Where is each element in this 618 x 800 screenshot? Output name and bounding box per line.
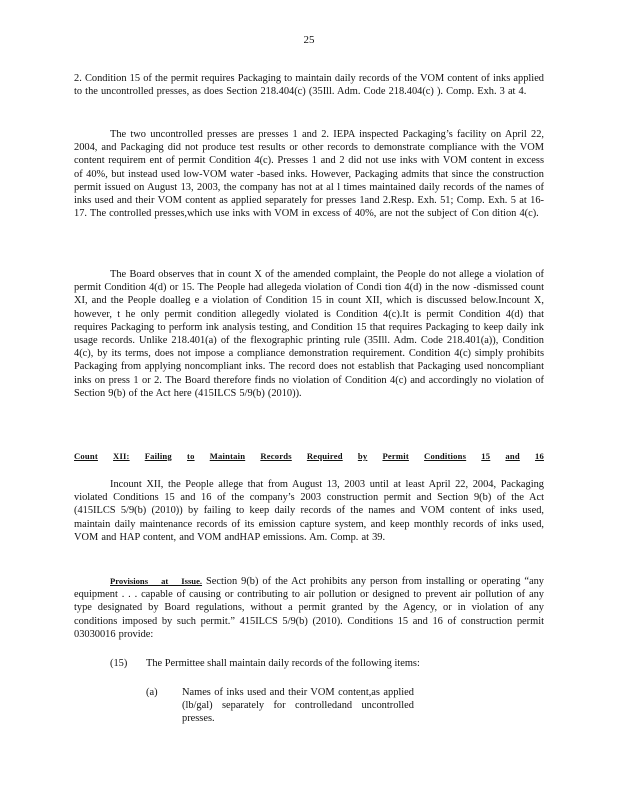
heading-word: Maintain <box>209 451 246 461</box>
heading-word: Required <box>306 451 343 461</box>
heading-word: by <box>357 451 368 461</box>
item-a-number: (a) <box>146 687 158 698</box>
heading-word: Failing <box>144 451 172 461</box>
paragraph-board-observes: The Board observes that in count X of the amended complaint, the People do not allege a violation of permit Condition 4(d) or 15. The People had allegeda violation of Condi tion 4(d) in the now -dismissed count XI, and the People doalleg e a violation of Condition 15 in count XII, which is discussed below.Incount X, however, t he only permit condition allegedly violated is Condition 4(c).It is permit Condition 4(d) that requires Packaging to perform ink analysis testing, and Condition 15 that requires Packaging to keep daily ink usage records. Unlike 218.401(a) of the flexographic printing rule (35Ill. Adm. Code 218.401(a)), Condition 4(c), by its terms, does not impose a compliance demonstration requirement. Condition 4(c) simply prohibits Packaging from applying noncompliant inks. The record does not establish that Packaging used noncompliant inks on press 1 or 2. The Board therefore finds no violation of Condition 4(c) and accordingly no violation of Section 9(b) of the Act here (415ILCS 5/9(b) (2010)). <box>74 269 544 399</box>
heading-word: Count <box>74 451 98 461</box>
page-number: 25 <box>303 34 315 46</box>
heading-word: to <box>187 451 195 461</box>
heading-word: Records <box>260 451 292 461</box>
heading-word: XII: <box>113 451 130 461</box>
provisions-label: Provisions at Issue. <box>110 576 203 586</box>
item-15-number: (15) <box>110 658 128 669</box>
heading-word: Conditions <box>424 451 467 461</box>
item-15-text: The Permittee shall maintain daily records of the following items: <box>146 658 420 669</box>
provisions-text: Section 9(b) of the Act prohibits any person from installing or operating “any equipment . . . capable of causing or contributing to air pollution or designed to prevent air pollution of any type designated by Board regulations, without a permit granted by the Agency, or in violation of any conditions imposed by such permit.” 415ILCS 5/9(b) (2010). Conditions 15 and 16 of construction permit 03030016 provide: <box>74 576 544 640</box>
heading-word: Permit <box>382 451 409 461</box>
section-heading-count-xii <box>74 451 544 461</box>
paragraph-count-xii: Incount XII, the People allege that from August 13, 2003 until at least April 22, 2004, Packaging violated Conditions 15 and 16 of the company’s 2003 construction permit and Section 9(b) of the Act (415ILCS 5/9(b) (2010)) by failing to keep daily records of the names and VOM content of inks used, maintain daily maintenance records of its emission capture system, and keep monthly records of inks used, VOM and HAP content, and VOM andHAP emissions. Am. Comp. at 39. <box>74 479 544 543</box>
heading-word: and <box>505 451 520 461</box>
paragraph-uncontrolled-presses: The two uncontrolled presses are presses 1 and 2. IEPA inspected Packaging’s facility on April 22, 2004, and Packaging did not produce test results or other records to demonstrate compliance with the VOM content requirem ent of permit Condition 4(c). Presses 1 and 2 did not use inks with VOM content in excess of 40%, but instead used low-VOM water -based inks. However, Packaging admits that since the construction permit issued on August 13, 2003, the company has not at al l times maintained daily records of the names of inks used and their VOM content as applied separately for presses 1and 2.Resp. Exh. 51; Comp. Exh. 5 at 16- 17. The controlled presses,which use inks with VOM in excess of 40%, are not the subject of Con dition 4(c). <box>74 129 544 220</box>
heading-word: 15 <box>481 451 491 461</box>
paragraph-condition-15: 2. Condition 15 of the permit requires Packaging to maintain daily records of the VOM content of inks applied to the uncontrolled presses, as does Section 218.404(c) (35Ill. Adm. Code 218.404(c) ). Comp. Exh. 3 at 4. <box>74 73 544 98</box>
paragraph-provisions-at-issue <box>74 575 544 641</box>
item-a-text: Names of inks used and their VOM content,as applied (lb/gal) separately for controlledand uncontrolled presses. <box>182 687 414 725</box>
heading-word: 16 <box>534 451 544 461</box>
